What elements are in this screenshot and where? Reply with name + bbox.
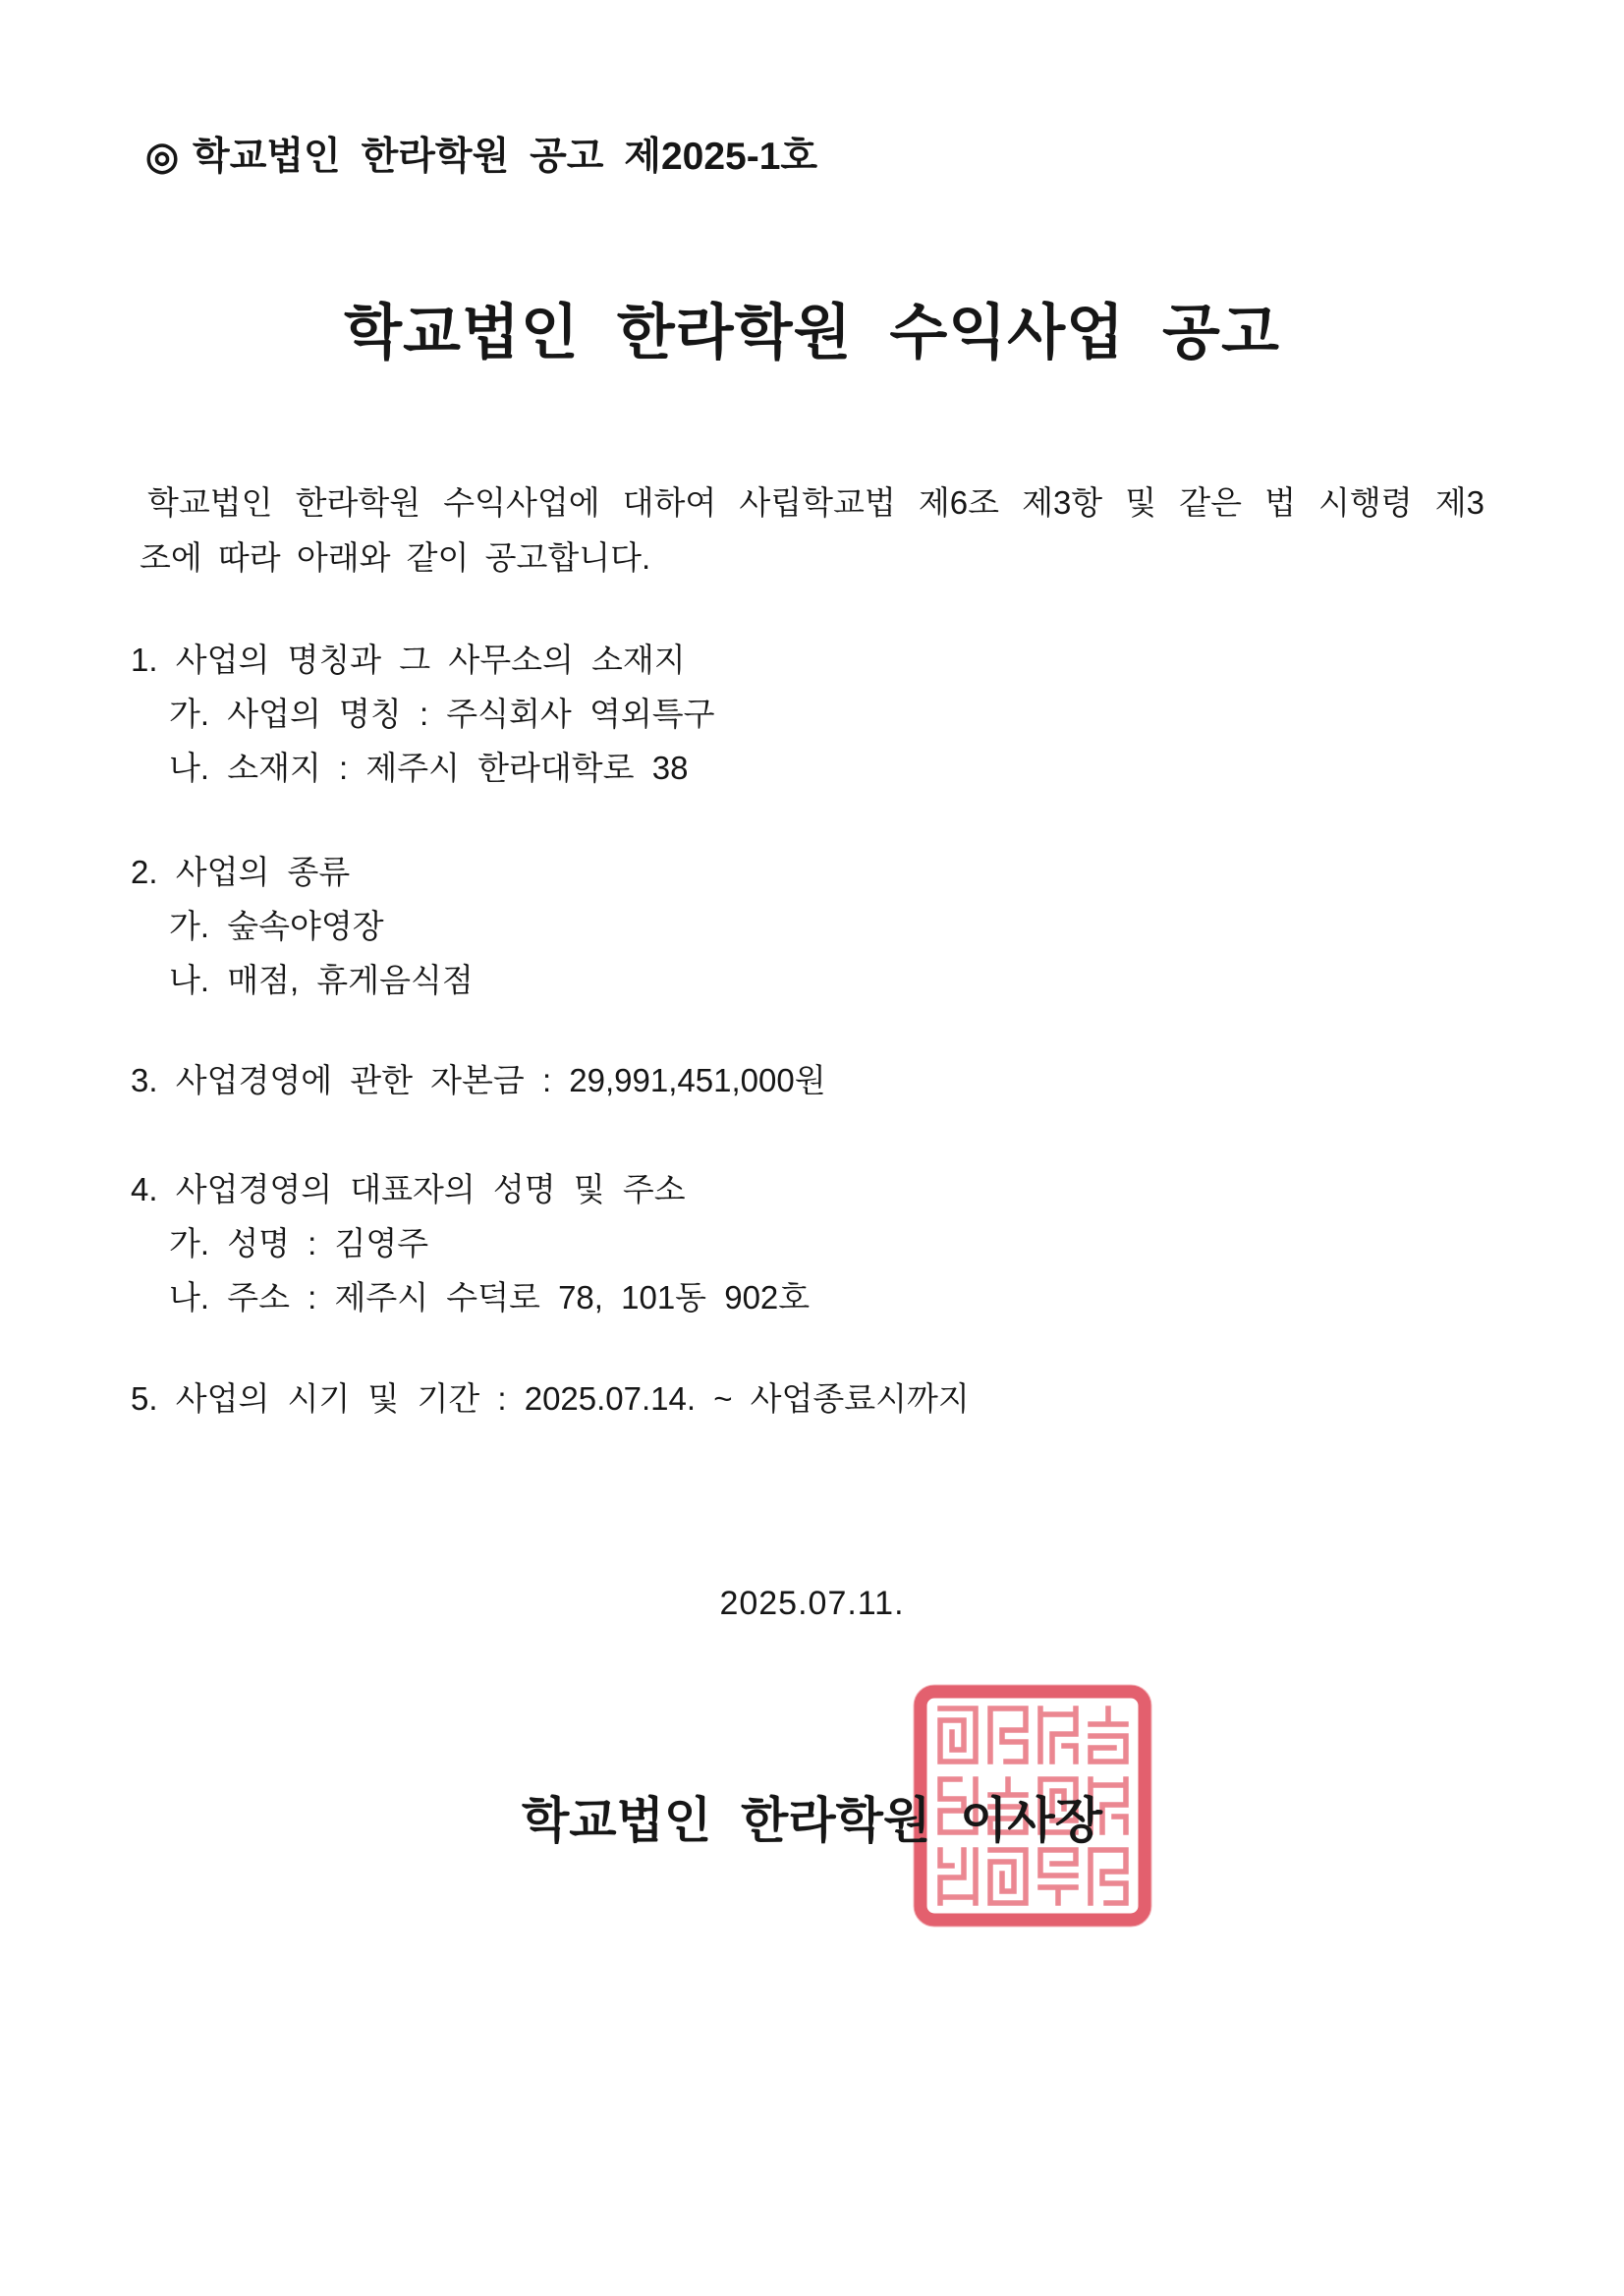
item-sub: 나. 매점, 휴게음식점 — [169, 962, 474, 998]
list-item-5 — [131, 1372, 970, 1426]
item-sub: 가. 사업의 명칭 : 주식회사 역외특구 — [169, 696, 715, 732]
item-label: 2. 사업의 종류 — [131, 854, 351, 890]
intro-line-1: 학교법인 한라학원 수익사업에 대하여 사립학교법 제6조 제3항 및 같은 법 시행령 제3 — [147, 484, 1484, 521]
item-sub: 나. 주소 : 제주시 수덕로 78, 101동 902호 — [169, 1279, 811, 1316]
item-label: 3. 사업경영에 관한 자본금 : 29,991,451,000원 — [131, 1062, 826, 1098]
item-sub: 나. 소재지 : 제주시 한라대학로 38 — [169, 750, 689, 786]
document-number-line — [145, 126, 817, 181]
intro-line-2: 조에 따라 아래와 같이 공고합니다. — [140, 539, 651, 576]
signature-line: 학교법인 한라학원 이사장 — [521, 1793, 1103, 1848]
item-sub: 가. 숲속야영장 — [169, 908, 384, 944]
item-label: 4. 사업경영의 대표자의 성명 및 주소 — [131, 1171, 686, 1207]
item-label: 5. 사업의 시기 및 기간 : 2025.07.14. ~ 사업종료시까지 — [131, 1380, 970, 1417]
announcement-date: 2025.07.11. — [719, 1585, 905, 1622]
document-number-text: 학교법인 한라학원 공고 제2025-1호 — [193, 136, 818, 178]
double-circle-bullet-icon: ◎ — [145, 136, 180, 178]
list-item-3 — [131, 1053, 826, 1107]
item-sub: 가. 성명 : 김영주 — [169, 1225, 429, 1261]
list-item-2 — [131, 845, 474, 1007]
document-title: 학교법인 한라학원 수익사업 공고 — [344, 299, 1280, 365]
intro-paragraph — [140, 476, 1484, 586]
item-label: 1. 사업의 명칭과 그 사무소의 소재지 — [131, 642, 686, 678]
list-item-4 — [131, 1162, 810, 1324]
list-item-1 — [131, 633, 714, 795]
